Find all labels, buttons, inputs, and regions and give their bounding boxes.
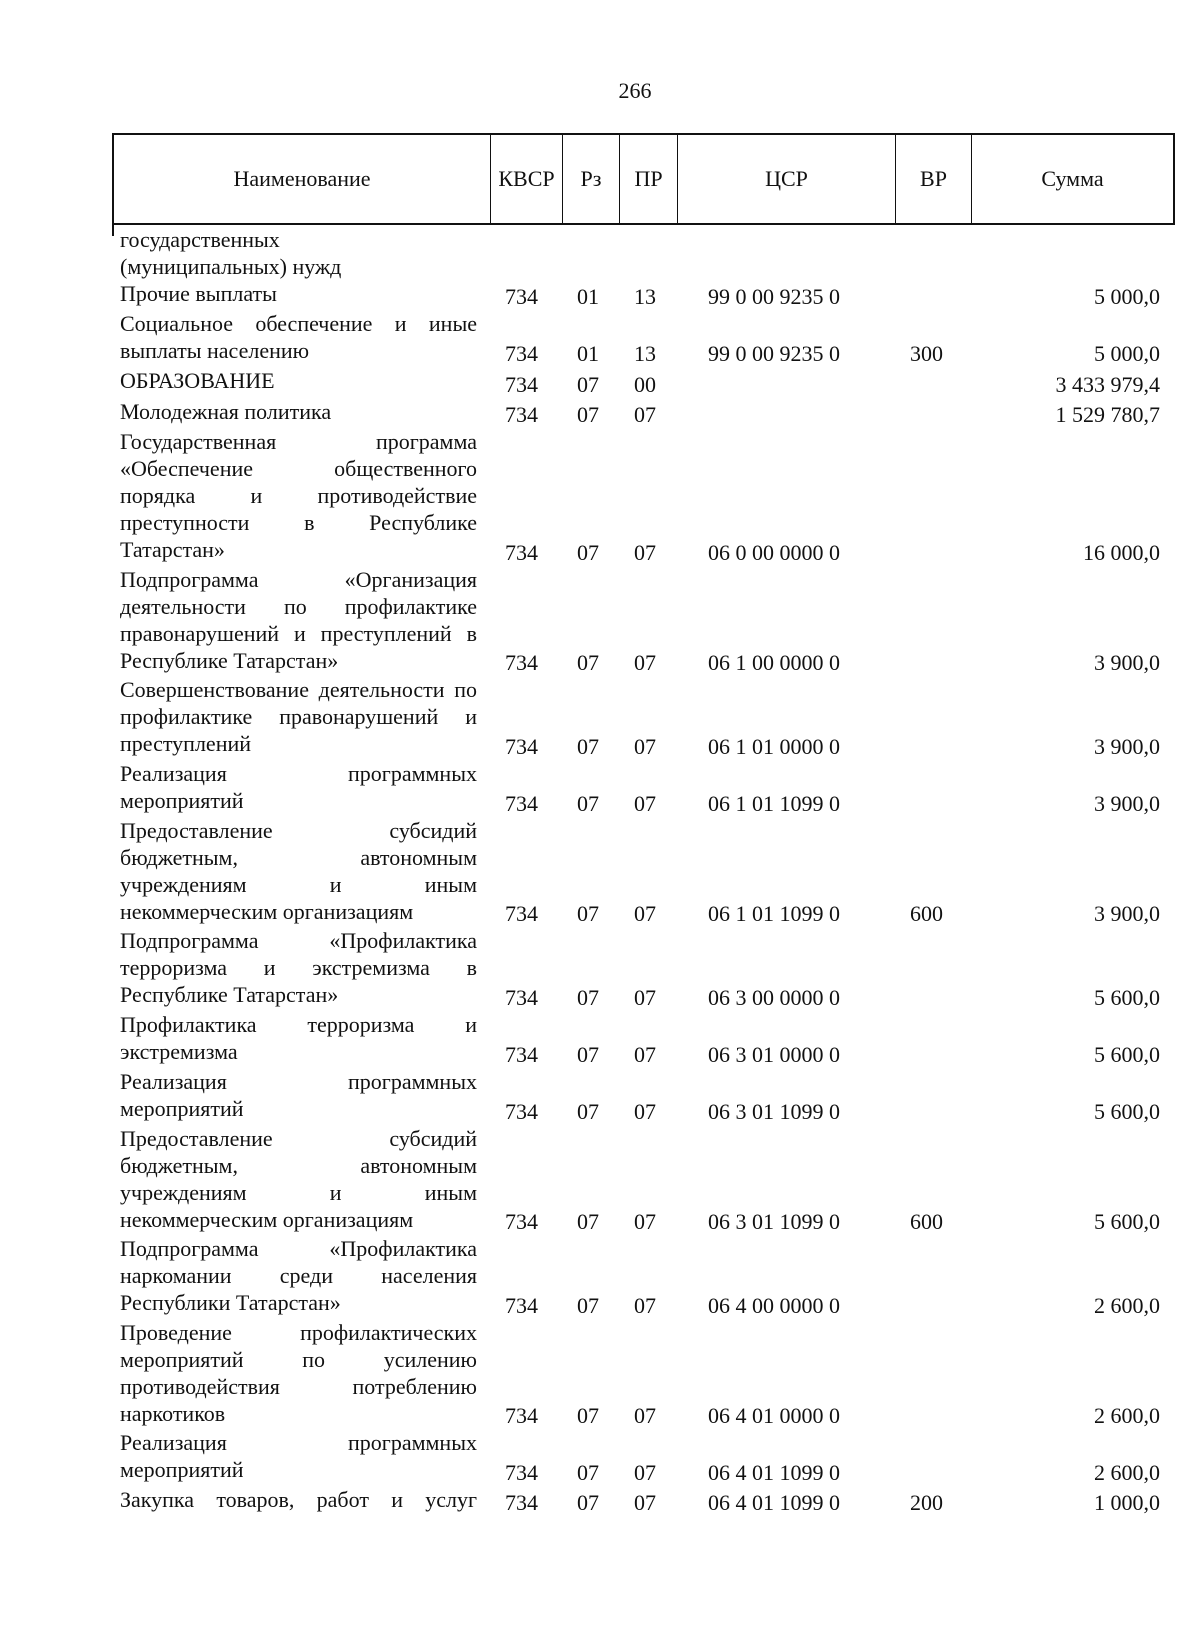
row-name: Реализация программных мероприятий	[120, 761, 477, 813]
row-csr: 06 4 01 1099 0	[708, 1460, 840, 1485]
row-rz: 07	[577, 734, 599, 759]
row-kvsr: 734	[505, 402, 538, 427]
row-kvsr: 734	[505, 1403, 538, 1428]
row-pr: 07	[634, 901, 656, 926]
row-name: Подпрограмма «Профилактика терроризма и экстремизма в Республике Татарстан»	[120, 928, 477, 1007]
row-rz: 07	[577, 791, 599, 816]
row-sum: 3 900,0	[1094, 791, 1160, 816]
row-sum: 2 600,0	[1094, 1403, 1160, 1428]
row-csr: 06 3 01 1099 0	[708, 1099, 840, 1124]
row-name: Реализация программных мероприятий	[120, 1430, 477, 1482]
row-name: Предоставление субсидий бюджетным, автономным учреждениям и иным некоммерческим организациям	[120, 1126, 477, 1232]
row-sum: 3 433 979,4	[1055, 372, 1160, 397]
row-name: Государственная программа «Обеспечение общественного порядка и противодействие преступности в Республике Татарстан»	[120, 429, 477, 562]
table-row	[0, 760, 1200, 817]
row-rz: 07	[577, 985, 599, 1010]
row-rz: 07	[577, 540, 599, 565]
row-rz: 01	[577, 284, 599, 309]
row-sum: 3 900,0	[1094, 734, 1160, 759]
row-sum: 5 600,0	[1094, 1042, 1160, 1067]
table-row	[0, 1011, 1200, 1068]
row-kvsr: 734	[505, 1293, 538, 1318]
row-name: Совершенствование деятельности по профилактике правонарушений и преступлений	[120, 677, 477, 756]
row-pr: 07	[634, 791, 656, 816]
row-pr: 07	[634, 1209, 656, 1234]
row-pr: 07	[634, 1099, 656, 1124]
table-body	[0, 226, 1200, 1516]
table-row	[0, 310, 1200, 367]
row-rz: 07	[577, 1460, 599, 1485]
row-kvsr: 734	[505, 734, 538, 759]
row-pr: 07	[634, 1293, 656, 1318]
row-rz: 07	[577, 402, 599, 427]
row-kvsr: 734	[505, 901, 538, 926]
row-rz: 07	[577, 1293, 599, 1318]
row-kvsr: 734	[505, 372, 538, 397]
table-row	[0, 927, 1200, 1011]
row-csr: 99 0 00 9235 0	[708, 284, 840, 309]
table-row	[0, 428, 1200, 566]
row-kvsr: 734	[505, 341, 538, 366]
row-pr: 13	[634, 284, 656, 309]
row-vr: 600	[910, 901, 943, 926]
row-kvsr: 734	[505, 1490, 538, 1515]
row-kvsr: 734	[505, 1460, 538, 1485]
table-row	[0, 676, 1200, 760]
row-csr: 06 1 01 1099 0	[708, 791, 840, 816]
row-kvsr: 734	[505, 1209, 538, 1234]
table-row	[0, 367, 1200, 398]
row-csr: 06 3 01 1099 0	[708, 1209, 840, 1234]
table-row	[0, 1486, 1200, 1516]
table-row	[0, 1068, 1200, 1125]
table-row	[0, 566, 1200, 676]
row-name: Профилактика терроризма и экстремизма	[120, 1012, 477, 1064]
row-kvsr: 734	[505, 1042, 538, 1067]
row-csr: 06 3 00 0000 0	[708, 985, 840, 1010]
row-csr: 06 4 01 1099 0	[708, 1490, 840, 1515]
table-header	[112, 133, 1175, 225]
row-rz: 07	[577, 901, 599, 926]
row-name: Подпрограмма «Организация деятельности по профилактике правонарушений и преступлений в Республике Татарстан»	[120, 567, 477, 673]
row-csr: 06 1 01 0000 0	[708, 734, 840, 759]
row-csr: 99 0 00 9235 0	[708, 341, 840, 366]
row-sum: 1 529 780,7	[1055, 402, 1160, 427]
row-sum: 3 900,0	[1094, 901, 1160, 926]
table-row	[0, 398, 1200, 428]
row-name: государственных (муниципальных) нужд	[120, 227, 342, 279]
row-sum: 3 900,0	[1094, 650, 1160, 675]
row-pr: 07	[634, 1042, 656, 1067]
row-pr: 07	[634, 650, 656, 675]
table-row	[0, 1319, 1200, 1429]
row-rz: 07	[577, 650, 599, 675]
row-pr: 07	[634, 734, 656, 759]
header-vr: ВР	[896, 135, 972, 223]
page-number: 266	[618, 78, 652, 103]
row-pr: 07	[634, 1490, 656, 1515]
row-name: Молодежная политика	[120, 399, 332, 424]
row-rz: 07	[577, 1490, 599, 1515]
header-name: Наименование	[114, 135, 491, 223]
row-sum: 5 600,0	[1094, 1099, 1160, 1124]
row-name: Реализация программных мероприятий	[120, 1069, 477, 1121]
table-row	[0, 1125, 1200, 1235]
row-rz: 01	[577, 341, 599, 366]
row-name: Социальное обеспечение и иные выплаты населению	[120, 311, 477, 363]
row-sum: 5 600,0	[1094, 1209, 1160, 1234]
row-name: ОБРАЗОВАНИЕ	[120, 368, 275, 393]
row-csr: 06 1 00 0000 0	[708, 650, 840, 675]
row-kvsr: 734	[505, 1099, 538, 1124]
row-vr: 300	[910, 341, 943, 366]
header-rz: Рз	[563, 135, 620, 223]
row-pr: 13	[634, 341, 656, 366]
row-pr: 07	[634, 1403, 656, 1428]
row-rz: 07	[577, 1403, 599, 1428]
header-sum: Сумма	[1041, 166, 1104, 191]
row-name: Прочие выплаты	[120, 281, 277, 306]
row-name: Предоставление субсидий бюджетным, автономным учреждениям и иным некоммерческим организациям	[120, 818, 477, 924]
row-csr: 06 4 00 0000 0	[708, 1293, 840, 1318]
row-csr: 06 3 01 0000 0	[708, 1042, 840, 1067]
row-rz: 07	[577, 1209, 599, 1234]
row-rz: 07	[577, 1099, 599, 1124]
table-row	[0, 280, 1200, 310]
header-pr: ПР	[620, 135, 678, 223]
row-pr: 07	[634, 540, 656, 565]
row-kvsr: 734	[505, 540, 538, 565]
row-rz: 07	[577, 1042, 599, 1067]
row-csr: 06 1 01 1099 0	[708, 901, 840, 926]
row-sum: 1 000,0	[1094, 1490, 1160, 1515]
row-sum: 5 000,0	[1094, 341, 1160, 366]
row-csr: 06 4 01 0000 0	[708, 1403, 840, 1428]
row-kvsr: 734	[505, 284, 538, 309]
row-sum: 2 600,0	[1094, 1293, 1160, 1318]
row-vr: 600	[910, 1209, 943, 1234]
row-vr: 200	[910, 1490, 943, 1515]
header-csr: ЦСР	[678, 135, 896, 223]
header-kvsr: КВСР	[491, 135, 563, 223]
row-csr: 06 0 00 0000 0	[708, 540, 840, 565]
row-pr: 07	[634, 402, 656, 427]
row-sum: 5 600,0	[1094, 985, 1160, 1010]
row-name: Проведение профилактических мероприятий по усилению противодействия потреблению наркотиков	[120, 1320, 477, 1426]
row-kvsr: 734	[505, 791, 538, 816]
row-sum: 2 600,0	[1094, 1460, 1160, 1485]
row-pr: 00	[634, 372, 656, 397]
row-rz: 07	[577, 372, 599, 397]
table-row	[0, 1429, 1200, 1486]
row-pr: 07	[634, 1460, 656, 1485]
row-kvsr: 734	[505, 985, 538, 1010]
row-pr: 07	[634, 985, 656, 1010]
row-kvsr: 734	[505, 650, 538, 675]
row-sum: 5 000,0	[1094, 284, 1160, 309]
table-row	[0, 1235, 1200, 1319]
row-sum: 16 000,0	[1083, 540, 1160, 565]
table-row	[0, 817, 1200, 927]
table-row	[0, 226, 1200, 280]
row-name: Закупка товаров, работ и услуг	[120, 1487, 477, 1512]
row-name: Подпрограмма «Профилактика наркомании среди населения Республики Татарстан»	[120, 1236, 477, 1315]
